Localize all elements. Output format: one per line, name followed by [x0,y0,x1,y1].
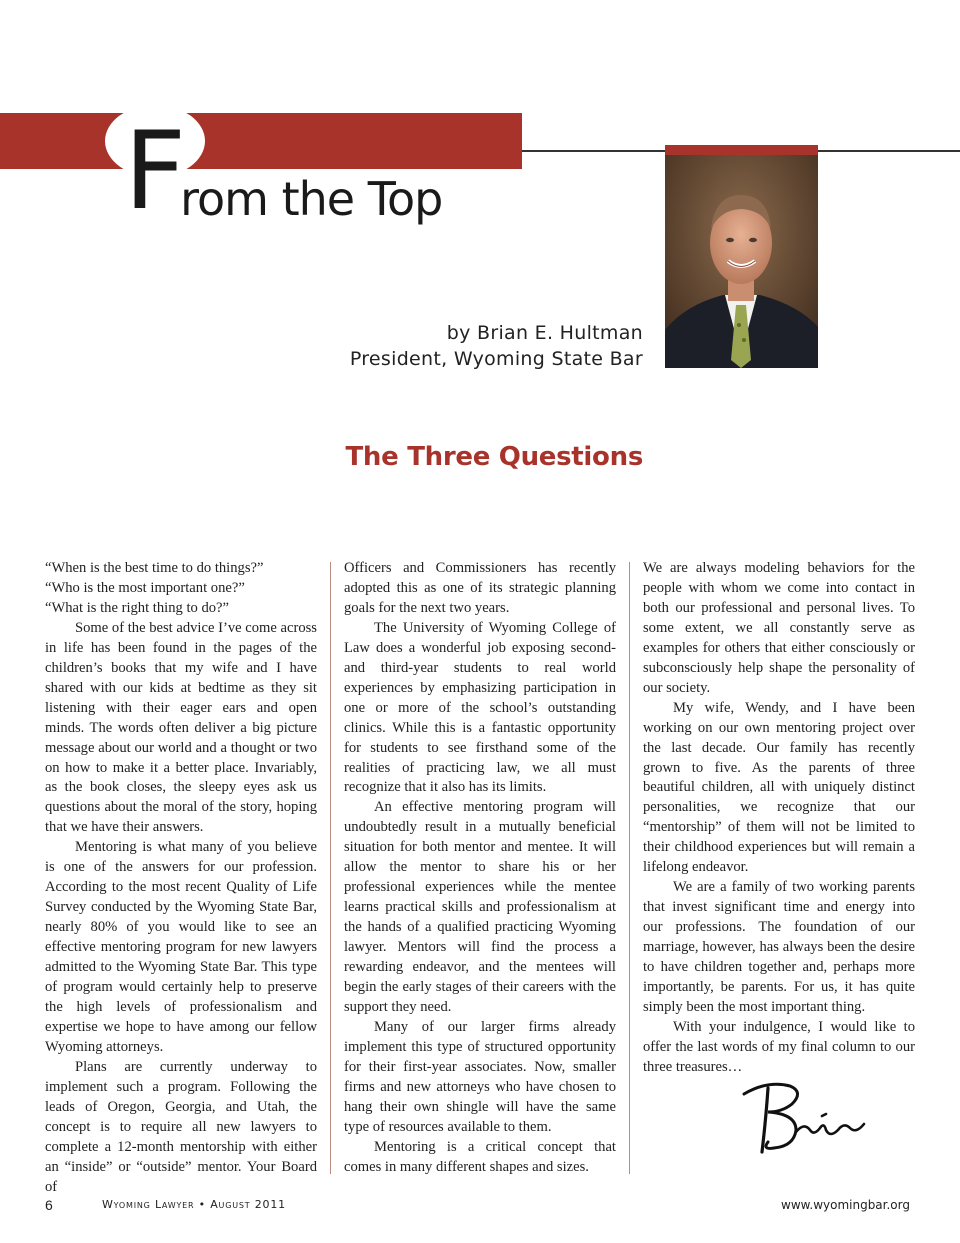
paragraph: Some of the best advice I’ve come across in life has been found in the pages of the children’s books that my wife and I have shared with our kids at bedtime as they sit listening with their eager ears and open minds. The words often deliver a big picture message about our world and a thought or two on how to make it a better place. Invariably, as the book closes, the sleepy eyes ask us questions about the moral of the story, hoping that we have their answers. [45,619,317,836]
section-title [124,109,443,234]
paragraph: Plans are currently underway to implement such a program. Following the leads of Oregon, Georgia, and Utah, the concept is to require all new lawyers to complete a 12-month mentorship with either an “inside” or “outside” mentor. Your Board of [45,1058,317,1195]
paragraph: We are a family of two working parents that invest significant time and energy into our professions. The foundation of our marriage, however, has always been the desire to have children together and, perhaps more importantly, be parents. For us, it has quite simply been the most important thing. [643,879,915,1015]
website-url: www.wyomingbar.org [781,1198,910,1212]
byline-name: by Brian E. Hultman [446,322,643,344]
signature [738,1072,873,1157]
column-divider [629,562,630,1174]
paragraph: An effective mentoring program will undoubtedly result in a mutually beneficial situation for both mentor and mentee. It will allow the mentor to share his or her professional experiences while the mentee learns practical skills and professionalism at the hands of a qualified practicing Wyoming lawyer. Mentors will find the process a rewarding endeavor, and the mentees will begin the early stages of their careers with the support they need. [344,799,616,1015]
publication-info: Wyoming Lawyer • August 2011 [102,1198,286,1211]
paragraph: My wife, Wendy, and I have been working on our own mentoring project over the last decade. Our family has recently grown to five. As the parents of three beautiful children, all with uniquely distinct personalities, we recognize that our “mentorship” of them will not be limited to their childhood experiences but will remain a lifelong endeavor. [643,699,915,876]
paragraph: Many of our larger firms already implement this type of structured opportunity for their first-year associates. Now, smaller firms and new attorneys who have chosen to hang their own shingle will have the same type of resources available to them. [344,1018,616,1135]
paragraph: Mentoring is a critical concept that comes in many different shapes and sizes. [344,1138,616,1175]
section-title-rest: rom the Top [180,172,443,226]
paragraph: With your indulgence, I would like to offer the last words of my final column to our three treasures… [643,1018,915,1075]
article-column-1 [45,559,317,1198]
question-3: “What is the right thing to do?” [45,599,229,616]
paragraph: Mentoring is what many of you believe is one of the answers for our profession. According to the most recent Quality of Life Survey conducted by the Wyoming State Bar, nearly 80% of you would like to see an effective mentoring program for new lawyers admitted to the Wyoming State Bar. This type of program would certainly help to preserve the high levels of professionalism and expertise we hope to have among our fellow Wyoming attorneys. [45,839,317,1055]
paragraph: We are always modeling behaviors for the people with whom we come into contact in both our professional and personal lives. To some extent, we all constantly serve as examples for others that either consciously or subconsciously help shape the personality of our society. [643,560,915,696]
byline-role: President, Wyoming State Bar [349,348,643,370]
byline [350,320,643,372]
article-headline: The Three Questions [345,442,643,472]
article-column-2 [344,559,616,1178]
author-portrait [665,155,818,368]
photo-accent-bar [665,145,818,155]
signature-icon [738,1072,873,1157]
portrait-photo-icon [665,155,818,368]
question-1: “When is the best time to do things?” [45,560,264,576]
paragraph: The University of Wyoming College of Law does a wonderful job exposing second- and third-year students to real world experiences by emphasizing participation in one or more of the school’s outstanding clinics. While this is a fantastic opportunity for students to see firsthand some of the realities of practicing law, we all must recognize that it also has its limits. [344,619,616,796]
question-2: “Who is the most important one?” [45,579,245,596]
page-number: 6 [45,1197,53,1213]
section-title-initial: F [124,109,185,234]
paragraph: Officers and Commissioners has recently adopted this as one of its strategic planning goals for the next two years. [344,560,616,616]
column-divider [330,562,331,1174]
article-column-3 [643,559,915,1078]
